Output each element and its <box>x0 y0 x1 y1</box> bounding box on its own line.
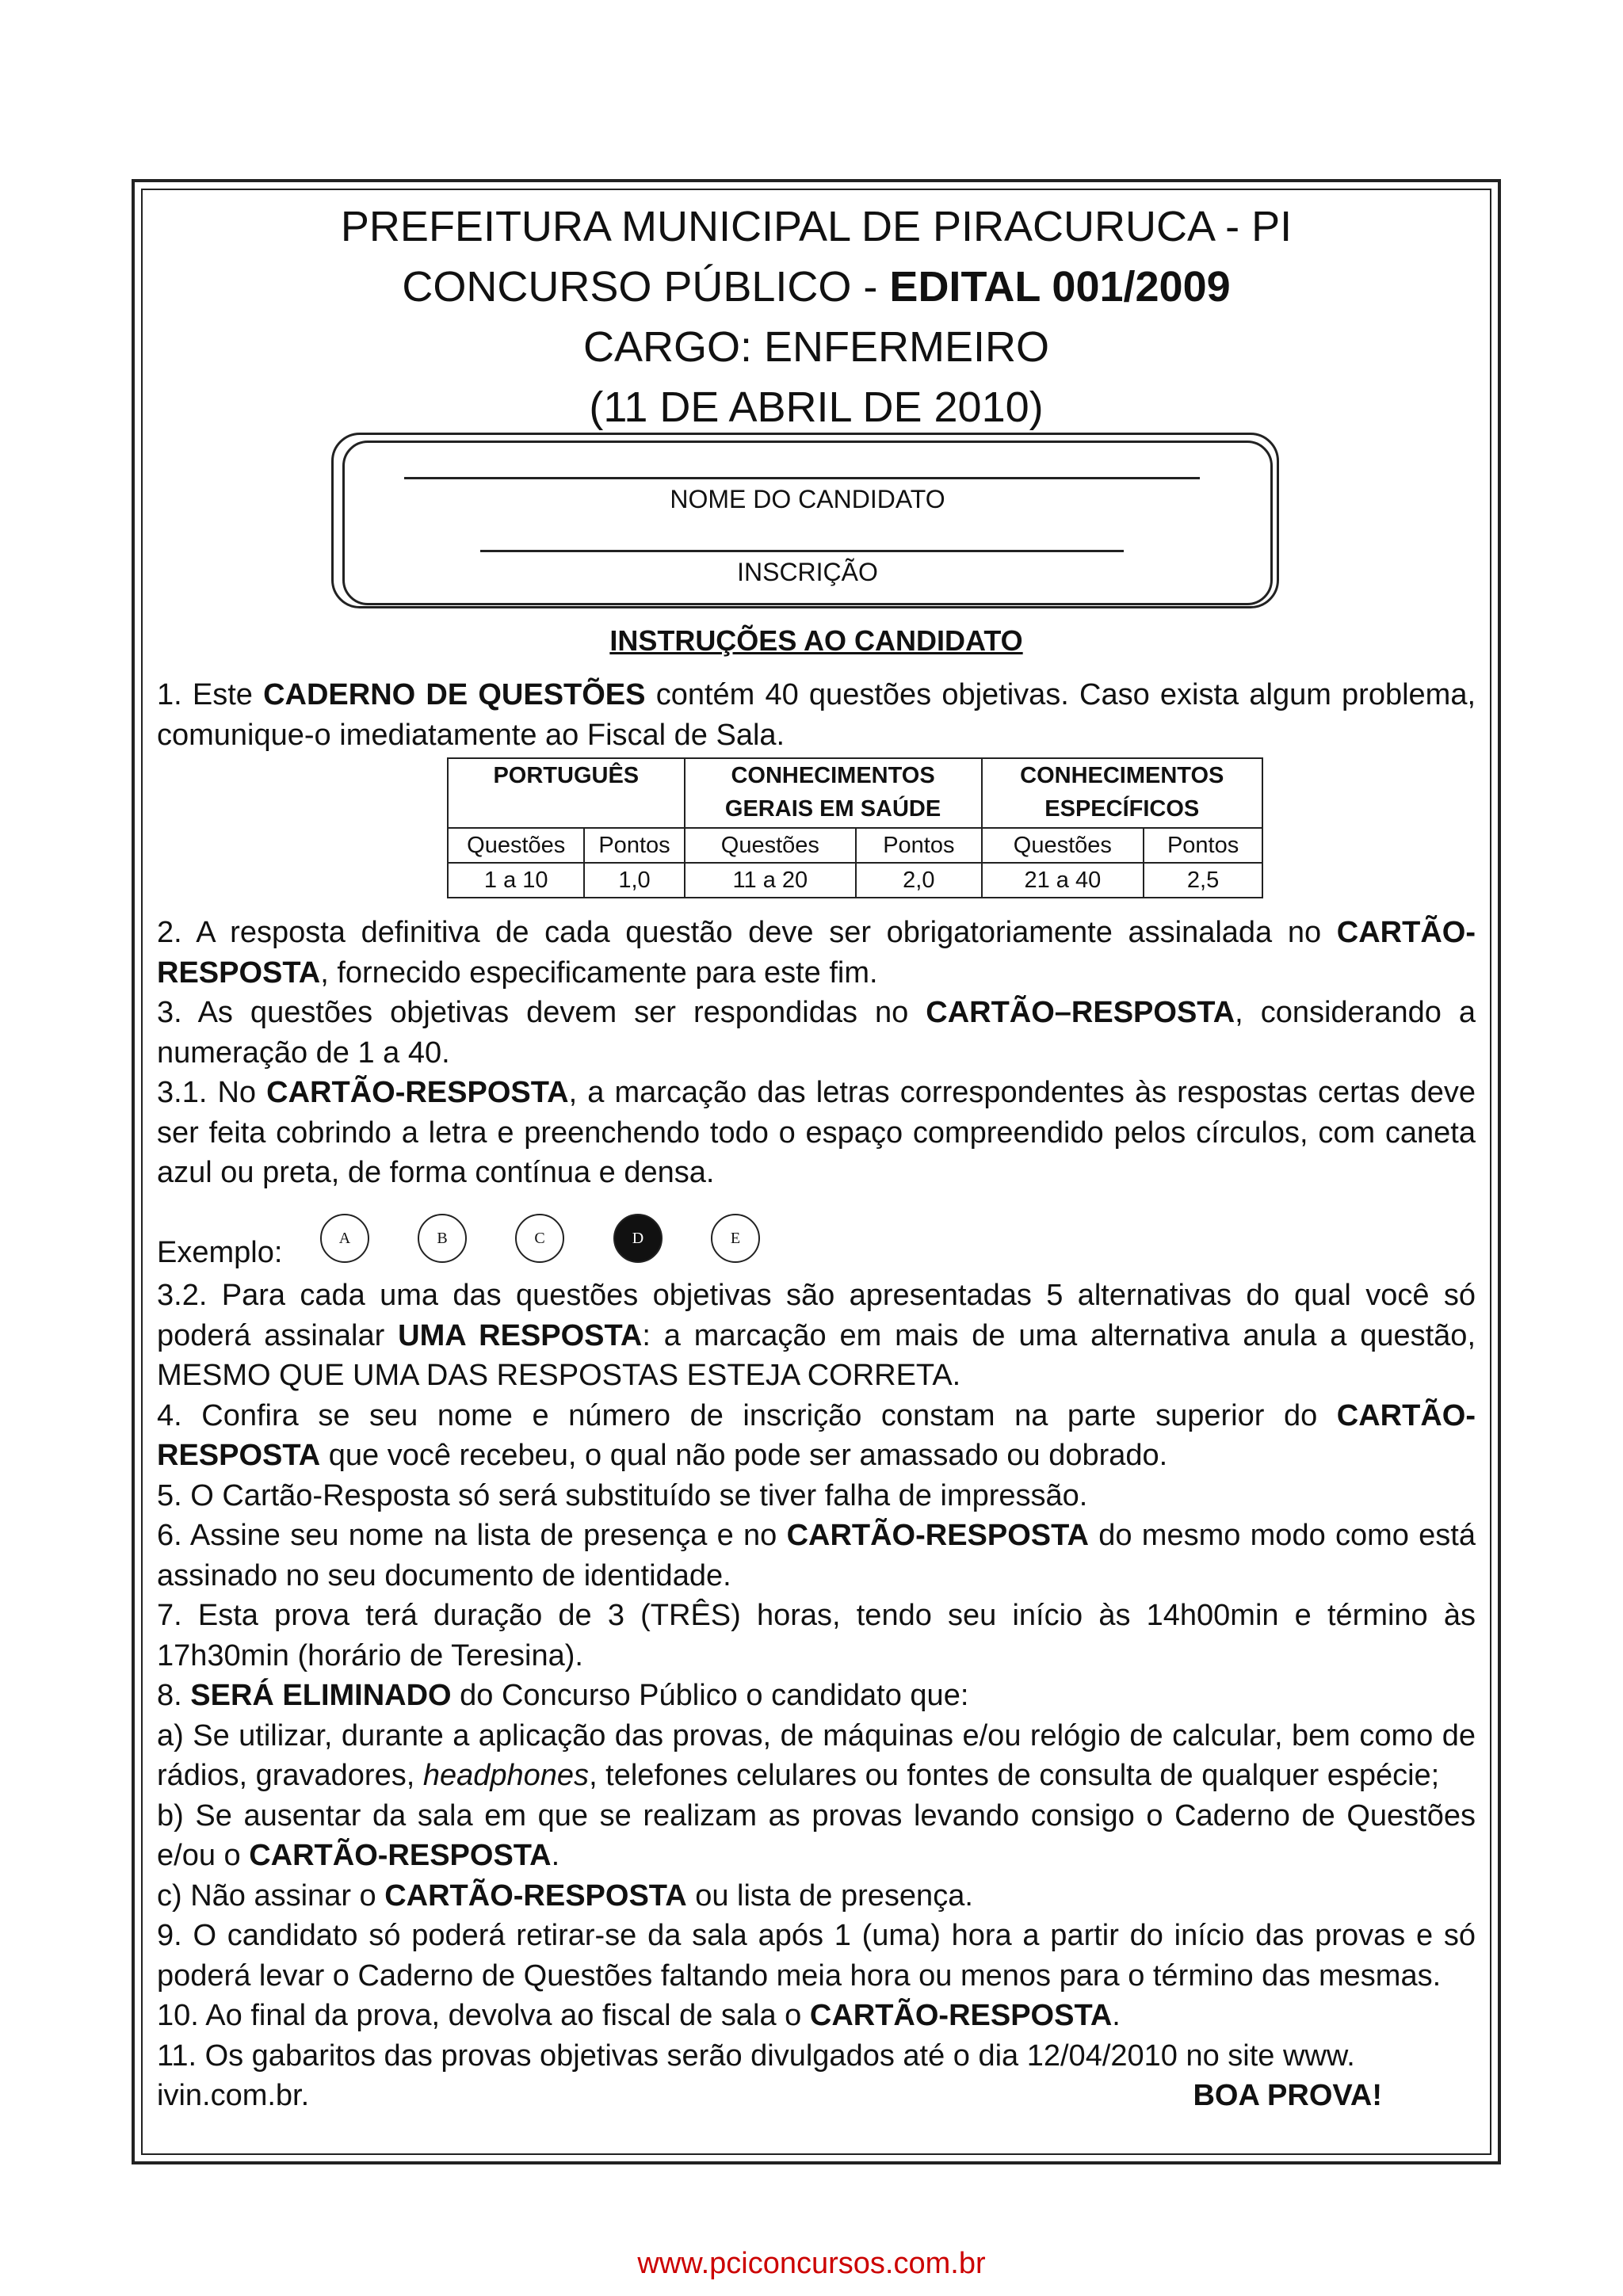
exam-header <box>143 196 1490 437</box>
questions-range: 11 a 20 <box>685 863 857 898</box>
col-questions: Questões <box>685 828 857 863</box>
bubble-d-selected: D <box>613 1214 663 1263</box>
points-value: 1,0 <box>584 863 684 898</box>
instructions-title: INSTRUÇÕES AO CANDIDATO <box>609 624 1023 657</box>
questions-range: 21 a 40 <box>982 863 1144 898</box>
section-header: CONHECIMENTOS ESPECÍFICOS <box>982 758 1262 828</box>
instruction-1: 1. Este CADERNO DE QUESTÕES contém 40 questões objetivas. Caso exista algum problema, comunique-o imediatamente ao Fiscal de Sala. <box>157 678 1476 752</box>
instruction-5: 5. O Cartão-Resposta só será substituído se tiver falha de impressão. <box>157 1478 1088 1512</box>
points-value: 2,0 <box>856 863 981 898</box>
registration-line <box>480 550 1124 552</box>
instruction-4: 4. Confira se seu nome e número de inscrição constam na parte superior do CARTÃO-RESPOSTA que você recebeu, o qual não pode ser amassado ou dobrado. <box>157 1398 1476 1472</box>
footer-url: www.pciconcursos.com.br <box>637 2247 986 2280</box>
col-questions: Questões <box>448 828 584 863</box>
points-value: 2,5 <box>1144 863 1262 898</box>
registration-label: INSCRIÇÃO <box>737 558 878 586</box>
instruction-11-end: ivin.com.br. BOA PROVA! <box>157 2076 1476 2116</box>
questions-range: 1 a 10 <box>448 863 584 898</box>
instruction-9: 9. O candidato só poderá retirar-se da sala após 1 (uma) hora a partir do início das provas e só poderá levar o Caderno de Questões faltando meia hora ou menos para o término das mesmas. <box>157 1919 1476 1993</box>
col-points: Pontos <box>1144 828 1262 863</box>
bubble-b: B <box>418 1214 467 1263</box>
bubble-e: E <box>711 1214 760 1263</box>
header-position: CARGO: ENFERMEIRO <box>582 323 1050 371</box>
header-date: (11 DE ABRIL DE 2010) <box>589 383 1044 431</box>
instruction-11: 11. Os gabaritos das provas objetivas serão divulgados até o dia 12/04/2010 no site www. <box>157 2039 1355 2073</box>
col-questions: Questões <box>982 828 1144 863</box>
instructions-2-3 <box>157 913 1476 1193</box>
instruction-3: 3. As questões objetivas devem ser respondidas no CARTÃO–RESPOSTA, considerando a numeração de 1 a 40. <box>157 996 1476 1070</box>
name-label: NOME DO CANDIDATO <box>670 485 945 513</box>
instruction-2: 2. A resposta definitiva de cada questão deve ser obrigatoriamente assinalada no CARTÃO-RESPOSTA, fornecido especificamente para este fim. <box>157 916 1476 990</box>
closing-text: BOA PROVA! <box>1193 2079 1382 2112</box>
instruction-3-2: 3.2. Para cada uma das questões objetivas são apresentadas 5 alternativas do qual você só poderá assinalar UMA RESPOSTA: a marcação em mais de uma alternativa anula a questão, MESMO QUE UMA DAS RESPOSTAS ESTEJA CORRETA. <box>157 1279 1476 1392</box>
header-municipality: PREFEITURA MUNICIPAL DE PIRACURUCA - PI <box>340 203 1293 250</box>
instruction-8c: c) Não assinar o CARTÃO-RESPOSTA ou lista de presença. <box>157 1878 973 1913</box>
col-points: Pontos <box>856 828 981 863</box>
instruction-8a: a) Se utilizar, durante a aplicação das provas, de máquinas e/ou relógio de calcular, bem como de rádios, gravadores, headphones, telefones celulares ou fontes de consulta de qualquer espécie; <box>157 1718 1476 1792</box>
instruction-6: 6. Assine seu nome na lista de presença e no CARTÃO-RESPOSTA do mesmo modo como está assinado no seu documento de identidade. <box>157 1519 1476 1592</box>
header-contest: CONCURSO PÚBLICO - EDITAL 001/2009 <box>402 263 1231 311</box>
section-header: PORTUGUÊS <box>448 758 685 828</box>
instruction-7: 7. Esta prova terá duração de 3 (TRÊS) horas, tendo seu início às 14h00min e término às 17h30min (horário de Teresina). <box>157 1599 1476 1672</box>
bubble-c: C <box>515 1214 564 1263</box>
col-points: Pontos <box>584 828 684 863</box>
bubble-a: A <box>320 1214 369 1263</box>
name-line <box>404 477 1200 479</box>
instruction-8b: b) Se ausentar da sala em que se realizam as provas levando consigo o Caderno de Questões e/ou o CARTÃO-RESPOSTA. <box>157 1798 1476 1872</box>
instruction-10: 10. Ao final da prova, devolva ao fiscal de sala o CARTÃO-RESPOSTA. <box>157 1999 1121 2032</box>
example-label: Exemplo: <box>157 1236 283 1269</box>
instruction-3-1: 3.1. No CARTÃO-RESPOSTA, a marcação das letras correspondentes às respostas certas deve ser feita cobrindo a letra e preenchendo todo o espaço compreendido pelos círculos, com caneta azul ou preta, de forma contínua e densa. <box>157 1076 1476 1189</box>
score-table <box>447 757 1263 898</box>
section-header: CONHECIMENTOS GERAIS EM SAÚDE <box>685 758 982 828</box>
instructions-rest <box>157 1276 1476 2116</box>
instruction-8: 8. SERÁ ELIMINADO do Concurso Público o candidato que: <box>157 1679 969 1712</box>
